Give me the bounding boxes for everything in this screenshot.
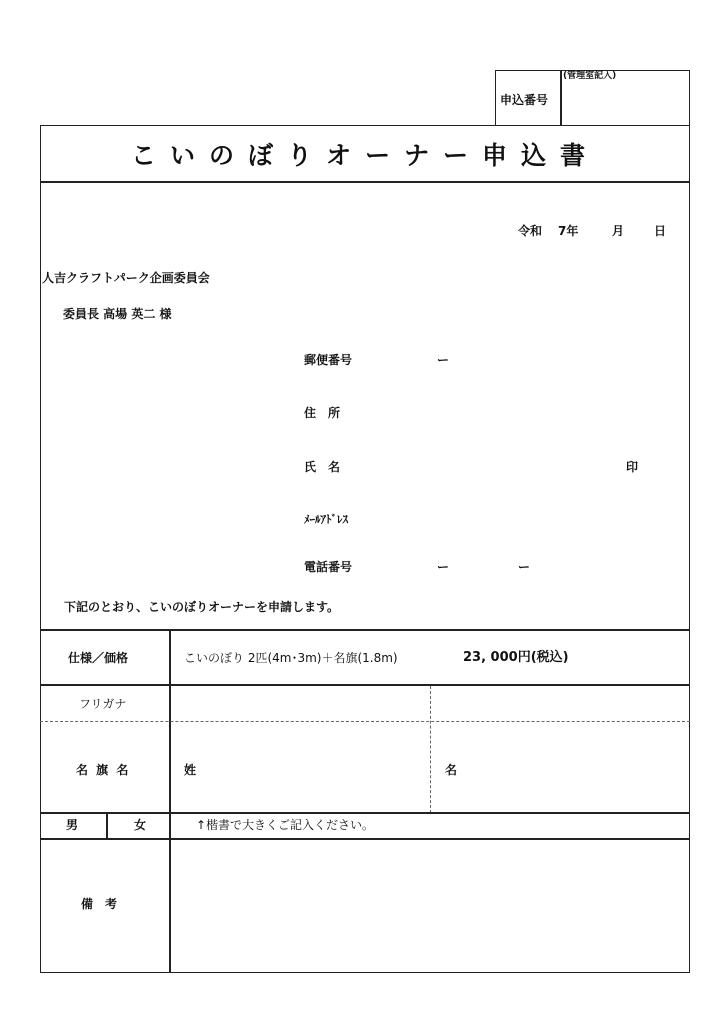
postal-code-field[interactable]	[380, 345, 680, 373]
addressee-organization: 人吉クラフトパーク企画委員会	[42, 271, 210, 285]
date-day: 日	[654, 224, 667, 238]
title-divider	[40, 181, 690, 183]
flag-name-row-bottom-line	[40, 812, 690, 814]
gender-female-option[interactable]: 女	[134, 818, 147, 832]
phone-separator-1: ー	[437, 560, 450, 574]
address-field[interactable]	[380, 398, 680, 426]
spec-value: こいのぼり 2匹(4m･3m)＋名旗(1.8m)	[184, 651, 398, 665]
postal-code-separator: ー	[437, 353, 450, 367]
gender-male-option[interactable]: 男	[66, 818, 79, 832]
remarks-label: 備 考	[81, 897, 118, 911]
table-top-line	[40, 629, 690, 631]
gender-row-bottom-line	[40, 838, 690, 840]
postal-code-label: 郵便番号	[304, 353, 353, 367]
remarks-field[interactable]	[172, 841, 688, 971]
spec-row-bottom-line	[40, 684, 690, 686]
date-year: 7年	[558, 224, 579, 238]
furigana-given-name-field[interactable]	[433, 688, 688, 720]
date-era: 令和	[518, 224, 543, 238]
price-value: 23, 000円(税込)	[463, 650, 569, 665]
gender-split-line	[106, 812, 108, 838]
furigana-surname-field[interactable]	[172, 688, 428, 720]
phone-field[interactable]	[380, 552, 680, 580]
handwriting-note: ↑楷書で大きくご記入ください。	[196, 818, 375, 832]
application-statement: 下記のとおり、こいのぼりオーナーを申請します。	[64, 600, 340, 614]
given-name-label: 名	[445, 763, 458, 777]
furigana-label: フリガナ	[79, 697, 127, 711]
email-label: ﾒｰﾙｱﾄﾞﾚｽ	[304, 513, 348, 526]
admin-use-note: (管理室記入)	[563, 71, 617, 81]
phone-separator-2: ー	[518, 560, 531, 574]
given-name-field[interactable]	[460, 725, 686, 810]
name-label: 氏 名	[304, 460, 341, 474]
name-split-dashed-line	[430, 686, 431, 813]
surname-label: 姓	[184, 763, 197, 777]
seal-mark: 印	[626, 460, 639, 474]
form-title: こいのぼりオーナー申込書	[130, 141, 599, 170]
furigana-row-dashed-line	[40, 721, 690, 722]
flag-name-label: 名 旗 名	[76, 763, 131, 777]
addressee-person: 委員長 高場 英二 様	[63, 307, 172, 321]
application-number-divider	[560, 70, 562, 126]
application-number-label: 申込番号	[500, 93, 549, 107]
table-label-column-line	[169, 629, 171, 973]
email-field[interactable]	[380, 505, 680, 533]
spec-price-label: 仕様／価格	[68, 651, 129, 665]
address-label: 住 所	[304, 406, 341, 420]
name-field[interactable]	[380, 452, 610, 480]
surname-field[interactable]	[200, 725, 426, 810]
date-month: 月	[612, 224, 625, 238]
phone-label: 電話番号	[304, 560, 353, 574]
